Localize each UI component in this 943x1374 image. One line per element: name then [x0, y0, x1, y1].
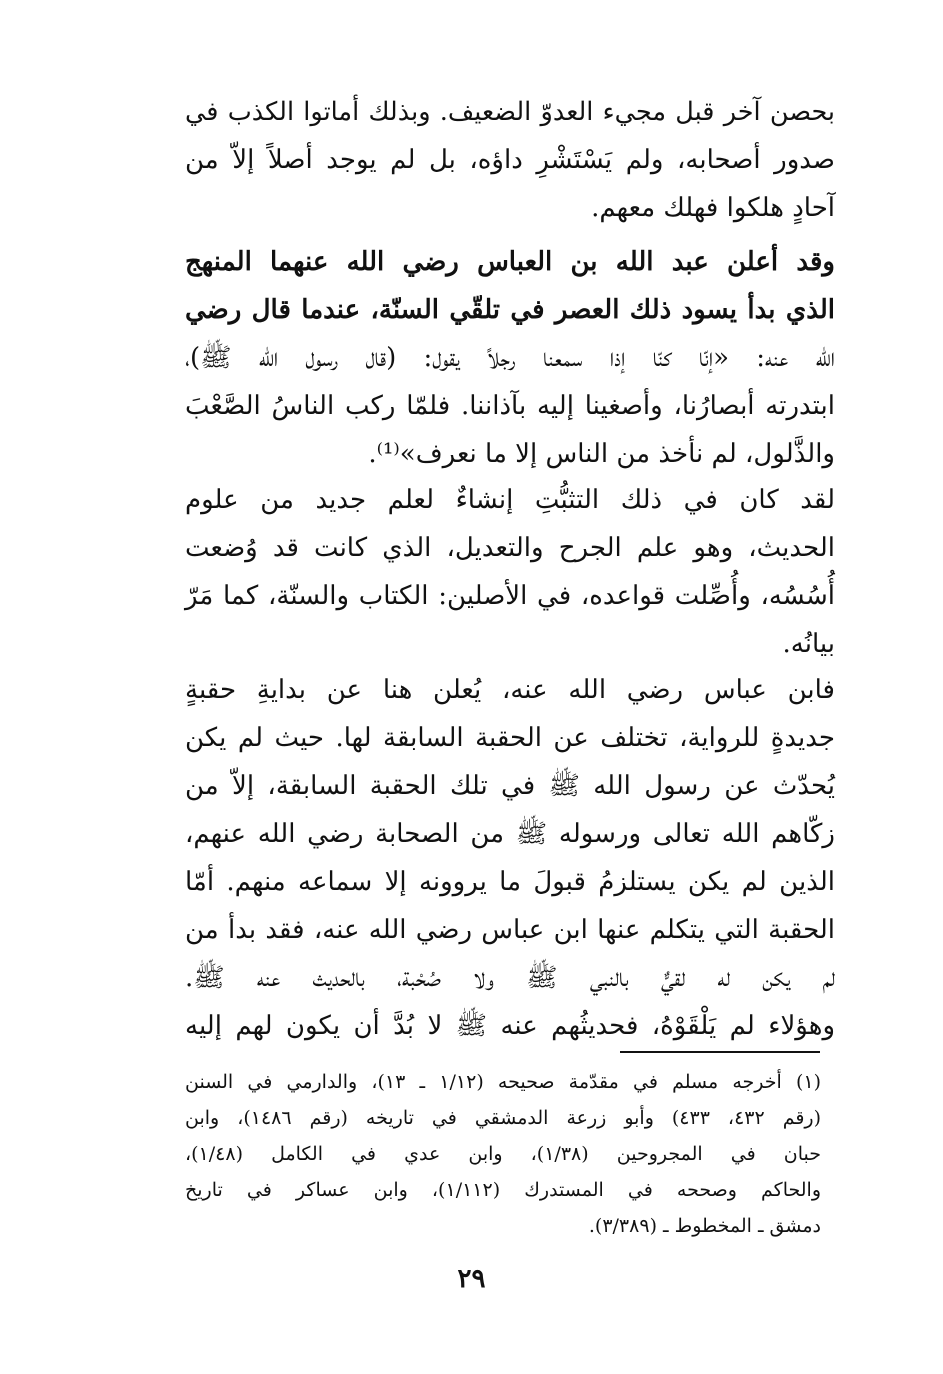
paragraph-2: [185, 238, 835, 478]
text-line: الذي بدأ يسود ذلك العصر في تلقّي السنّة، عندما قال رضي: [185, 295, 835, 325]
text-line: فابن عباس رضي الله عنه، يُعلن هنا عن بدايةِ حقبةٍ: [185, 675, 835, 705]
text-line: بيانُه.: [782, 629, 835, 659]
text-line: جديدةٍ للرواية، تختلف عن الحقبة السابقة لها. حيث لم يكن: [185, 723, 835, 753]
text-line: وهؤلاء لم يَلْقَوْهُ، فحديثُهم عنه ﷺ لا بُدَّ أن يكون لهم إليه: [185, 1011, 835, 1041]
footnote-line: حبان في المجروحين (١/٣٨)، وابن عدي في الكامل (١/٤٨)،: [185, 1143, 821, 1165]
paragraph-4: [185, 666, 835, 1050]
paragraph-1: [185, 88, 835, 232]
text-line: لقد كان في ذلك التثبُّتِ إنشاءٌ لعلم جديد من علوم: [185, 485, 835, 515]
footnote-line: والحاكم وصححه في المستدرك (١/١١٢)، وابن عساكر في تاريخ: [185, 1179, 821, 1201]
text-line: أُسُسُه، وأُصِّلت قواعده، في الأصلين: الكتاب والسنّة، كما مَرّ: [185, 581, 835, 611]
text-line: والذَّلول، لم نأخذ من الناس إلا ما نعرف»⁽¹⁾.: [368, 439, 835, 469]
footnote-divider: [620, 1051, 820, 1053]
paragraph-3: [185, 476, 835, 668]
text-line: الحقبة التي يتكلم عنها ابن عباس رضي الله عنه، فقد بدأ من: [185, 915, 835, 945]
footnote-line: دمشق ـ المخطوط ـ (٣/٣٨٩).: [588, 1215, 821, 1237]
text-line: يُحدّث عن رسول الله ﷺ في تلك الحقبة السابقة، إلاّ من: [185, 771, 835, 801]
footnote: [185, 1064, 821, 1244]
footnote-line: (١) أخرجه مسلم في مقدّمة صحيحه (١/١٢ ـ ١٣)، والدارمي في السنن: [185, 1071, 821, 1093]
text-line: الحديث، وهو علم الجرح والتعديل، الذي كانت قد وُضعت: [185, 533, 835, 563]
text-line: الذين لم يكن يستلزمُ قبولَ ما يروونه إلا سماعه منهم. أمّا: [185, 867, 835, 897]
text-line: لم يكن له لقيٌّ بالنبي ﷺ ولا صُحْبة، بالحديث عنه ﷺ.: [185, 963, 835, 993]
text-line: ابتدرته أبصارُنا، وأصغينا إليه بآذاننا. فلمّا ركب الناسُ الصَّعْبَ: [185, 391, 835, 421]
page-number: ٢٩: [457, 1264, 486, 1294]
text-line: صدور أصحابه، ولم يَسْتَشْرِ داؤه، بل لم يوجد أصلاً إلاّ من: [185, 145, 835, 175]
text-line: آحادٍ هلكوا فهلك معهم.: [591, 193, 835, 223]
text-line: زكّاهم الله تعالى ورسوله ﷺ من الصحابة رضي الله عنهم،: [185, 819, 835, 849]
text-line: الله عنه: «إنّا كنّا إذا سمعنا رجلاً يقول: (قال رسول الله ﷺ)،: [185, 343, 835, 373]
footnote-line: (رقم ٤٣٢، ٤٣٣) وأبو زرعة الدمشقي في تاريخه (رقم ١٤٨٦)، وابن: [185, 1107, 822, 1129]
text-line: وقد أعلن عبد الله بن العباس رضي الله عنهما المنهج: [185, 247, 835, 277]
text-line: بحصن آخر قبل مجيء العدوّ الضعيف. وبذلك أماتوا الكذب في: [185, 97, 835, 127]
